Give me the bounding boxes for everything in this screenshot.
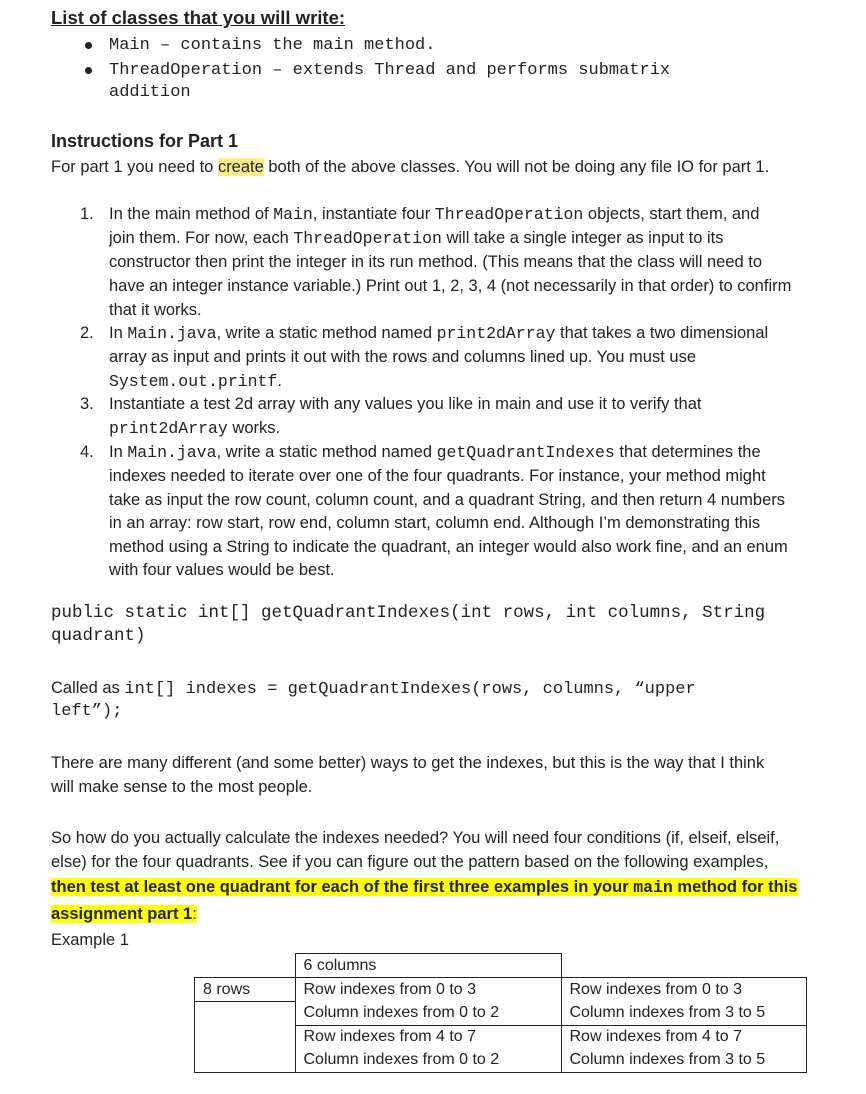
- class-main-item: Main – contains the main method.: [109, 36, 436, 55]
- step-number: 1.: [80, 205, 94, 223]
- table-cell: Column indexes from 3 to 5: [561, 1049, 807, 1073]
- table-cell: Row indexes from 4 to 7: [295, 1025, 561, 1049]
- step-number: 2.: [80, 324, 94, 342]
- part1-heading: Instructions for Part 1: [51, 131, 239, 151]
- class-thread-item-cont: addition: [109, 83, 191, 102]
- table-cell: Row indexes from 4 to 7: [561, 1025, 807, 1049]
- step3-line: print2dArray works.: [109, 419, 281, 438]
- method-signature-cont: quadrant): [51, 626, 146, 646]
- step3-line: Instantiate a test 2d array with any values you like in main and use it to verify that: [109, 395, 702, 413]
- highlighted-word: create: [217, 158, 264, 176]
- table-cell: Row indexes from 0 to 3: [295, 978, 561, 1002]
- step4-line: method using a String to indicate the quadrant, an integer would also work fine, and an enum: [109, 538, 788, 556]
- paragraph: So how do you actually calculate the indexes needed? You will need four conditions (if, elseif, elseif,: [51, 829, 780, 847]
- bullet-icon: [85, 67, 92, 74]
- step4-line: in an array: row start, row end, column start, column end. Although I’m demonstrating this: [109, 514, 761, 532]
- table-cell: Column indexes from 0 to 2: [295, 1049, 561, 1073]
- class-thread-item: ThreadOperation – extends Thread and performs submatrix: [109, 61, 671, 80]
- example-label: Example 1: [51, 931, 129, 949]
- call-example: Called as int[] indexes = getQuadrantIndexes(rows, columns, “upper: [51, 679, 696, 699]
- method-signature: public static int[] getQuadrantIndexes(int rows, int columns, String: [51, 603, 766, 623]
- step4-line: take as input the row count, column count, and a quadrant String, and then return 4 numbers: [109, 491, 786, 509]
- step-number: 4.: [80, 443, 94, 461]
- step2-line: array as input and prints it out with the rows and columns lined up. You must use: [109, 348, 696, 366]
- highlighted-instruction: then test at least one quadrant for each of the first three examples in your main method for this: [51, 878, 798, 897]
- classes-heading: List of classes that you will write:: [51, 7, 346, 28]
- example-table: [194, 953, 807, 1073]
- step1-line: In the main method of Main, instantiate four ThreadOperation objects, start them, and: [109, 205, 760, 224]
- step4-line: In Main.java, write a static method named getQuadrantIndexes that determines the: [109, 443, 761, 462]
- step1-line: constructor then print the integer in its run method. (This means that the class will need to: [109, 253, 762, 271]
- highlighted-instruction-cont: assignment part 1:: [51, 905, 197, 923]
- step2-line: System.out.printf.: [109, 372, 282, 391]
- call-example-cont: left”);: [51, 702, 123, 721]
- step1-line: join them. For now, each ThreadOperation will take a single integer as input to its: [109, 229, 724, 248]
- paragraph: There are many different (and some better) ways to get the indexes, but this is the way that I think: [51, 754, 765, 772]
- step-number: 3.: [80, 395, 94, 413]
- part1-intro: For part 1 you need to create both of the above classes. You will not be doing any file IO for part 1.: [51, 158, 770, 176]
- step1-line: that it works.: [109, 301, 202, 319]
- step1-line: have an integer instance variable.) Print out 1, 2, 3, 4 (not necessarily in that order) to confirm: [109, 277, 792, 295]
- table-cell: Column indexes from 0 to 2: [295, 1002, 561, 1026]
- step4-line: indexes needed to iterate over one of the four quadrants. For instance, your method might: [109, 467, 766, 485]
- paragraph: else) for the four quadrants. See if you can figure out the pattern based on the following examples,: [51, 853, 769, 871]
- step4-line: with four values would be best.: [109, 561, 335, 579]
- table-cell: Row indexes from 0 to 3: [561, 978, 807, 1002]
- rows-label: 8 rows: [195, 978, 296, 1002]
- bullet-icon: [85, 42, 92, 49]
- step2-line: In Main.java, write a static method named print2dArray that takes a two dimensional: [109, 324, 769, 343]
- paragraph: will make sense to the most people.: [51, 778, 313, 796]
- table-cell: Column indexes from 3 to 5: [561, 1002, 807, 1026]
- columns-header: 6 columns: [295, 954, 561, 978]
